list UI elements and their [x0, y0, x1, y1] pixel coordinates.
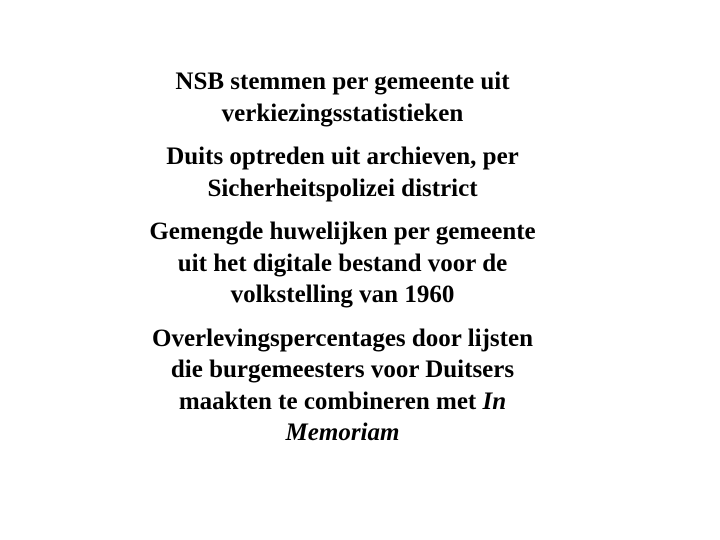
text-line: volkstelling van 1960 — [230, 281, 455, 308]
text-line: Overlevingspercentages door lijsten — [152, 324, 533, 352]
text-line — [110, 386, 575, 418]
text-line: NSB stemmen per gemeente uit — [175, 68, 510, 95]
text-line: die burgemeesters voor Duitsers — [170, 356, 515, 383]
bullet-german-action — [110, 141, 575, 204]
text-line: Sicherheitspolizei district — [207, 174, 478, 202]
text-line: verkiezingsstatistieken — [221, 99, 464, 127]
bullet-nsb-votes — [110, 66, 575, 129]
text-segment: maakten te combineren met — [178, 387, 483, 415]
slide-body — [110, 66, 575, 449]
italic-title: In — [482, 387, 507, 415]
text-line: Duits optreden uit archieven, per — [166, 143, 519, 170]
bullet-mixed-marriages — [110, 216, 575, 311]
italic-title: Memoriam — [285, 419, 400, 446]
text-line — [110, 417, 575, 449]
text-line: uit het digitale bestand voor de — [177, 249, 508, 277]
bullet-survival-rates — [110, 323, 575, 449]
text-line: Gemengde huwelijken per gemeente — [149, 218, 536, 245]
